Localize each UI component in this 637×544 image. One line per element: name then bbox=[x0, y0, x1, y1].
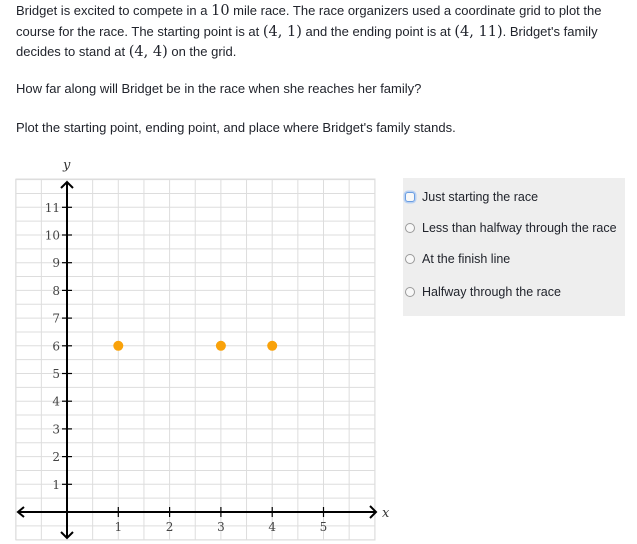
plotted-point[interactable] bbox=[216, 341, 226, 351]
instruction-text: Plot the starting point, ending point, and place where Bridget's family stands. bbox=[16, 120, 456, 135]
choice-label: Less than halfway through the race bbox=[422, 221, 617, 235]
choice-label: Just starting the race bbox=[422, 190, 539, 204]
choice-option[interactable] bbox=[403, 217, 617, 239]
x-tick-label: 3 bbox=[217, 520, 225, 534]
x-tick-label: 5 bbox=[319, 520, 328, 534]
math-start-point: (4, 1) bbox=[262, 23, 302, 40]
y-tick-label: 7 bbox=[52, 311, 60, 326]
y-tick-label: 2 bbox=[52, 450, 60, 465]
radio-button[interactable] bbox=[405, 287, 415, 297]
y-tick-label: 1 bbox=[52, 477, 60, 492]
radio-button[interactable] bbox=[405, 192, 415, 202]
choice-option[interactable] bbox=[403, 281, 561, 303]
choice-option[interactable] bbox=[403, 186, 538, 208]
text: and the ending point is at bbox=[301, 23, 455, 39]
text: on the grid. bbox=[167, 44, 237, 59]
coordinate-grid[interactable] bbox=[0, 150, 400, 544]
problem-statement bbox=[16, 1, 631, 63]
grid-lines bbox=[16, 179, 375, 540]
x-tick-label: 2 bbox=[165, 520, 174, 534]
radio-button[interactable] bbox=[405, 254, 415, 264]
text: Bridget is excited to compete in a bbox=[16, 3, 212, 18]
y-axis-label: y bbox=[63, 158, 71, 173]
math-family-point: (4, 4) bbox=[128, 44, 168, 60]
x-axis-label: x bbox=[382, 506, 390, 521]
axes bbox=[18, 158, 390, 538]
x-tick-label: 1 bbox=[114, 520, 123, 534]
choice-option[interactable] bbox=[403, 248, 510, 270]
y-tick-label: 11 bbox=[44, 200, 60, 215]
y-tick-label: 4 bbox=[52, 394, 60, 409]
plotted-point[interactable] bbox=[113, 341, 123, 351]
y-tick-label: 5 bbox=[52, 367, 60, 381]
y-tick-label: 8 bbox=[52, 283, 60, 298]
plotted-point[interactable] bbox=[267, 341, 277, 351]
text: . Bridget's family decides to stand at bbox=[16, 23, 598, 59]
math-end-point: (4, 11) bbox=[454, 23, 503, 40]
x-tick-label: 4 bbox=[268, 520, 277, 534]
text: mile race. The race organizers used a coordinate grid to plot the course for the race. The starting point is at bbox=[16, 3, 602, 39]
y-tick-label: 6 bbox=[52, 339, 60, 354]
answer-choices bbox=[403, 178, 625, 316]
choice-label: Halfway through the race bbox=[422, 285, 561, 299]
radio-button[interactable] bbox=[405, 223, 415, 233]
y-tick-label: 10 bbox=[44, 228, 60, 243]
y-tick-label: 9 bbox=[52, 256, 60, 271]
y-tick-label: 3 bbox=[52, 422, 60, 437]
math-distance: 10 bbox=[211, 3, 230, 19]
question-text: How far along will Bridget be in the race when she reaches her family? bbox=[16, 81, 422, 96]
choice-label: At the finish line bbox=[422, 252, 511, 266]
